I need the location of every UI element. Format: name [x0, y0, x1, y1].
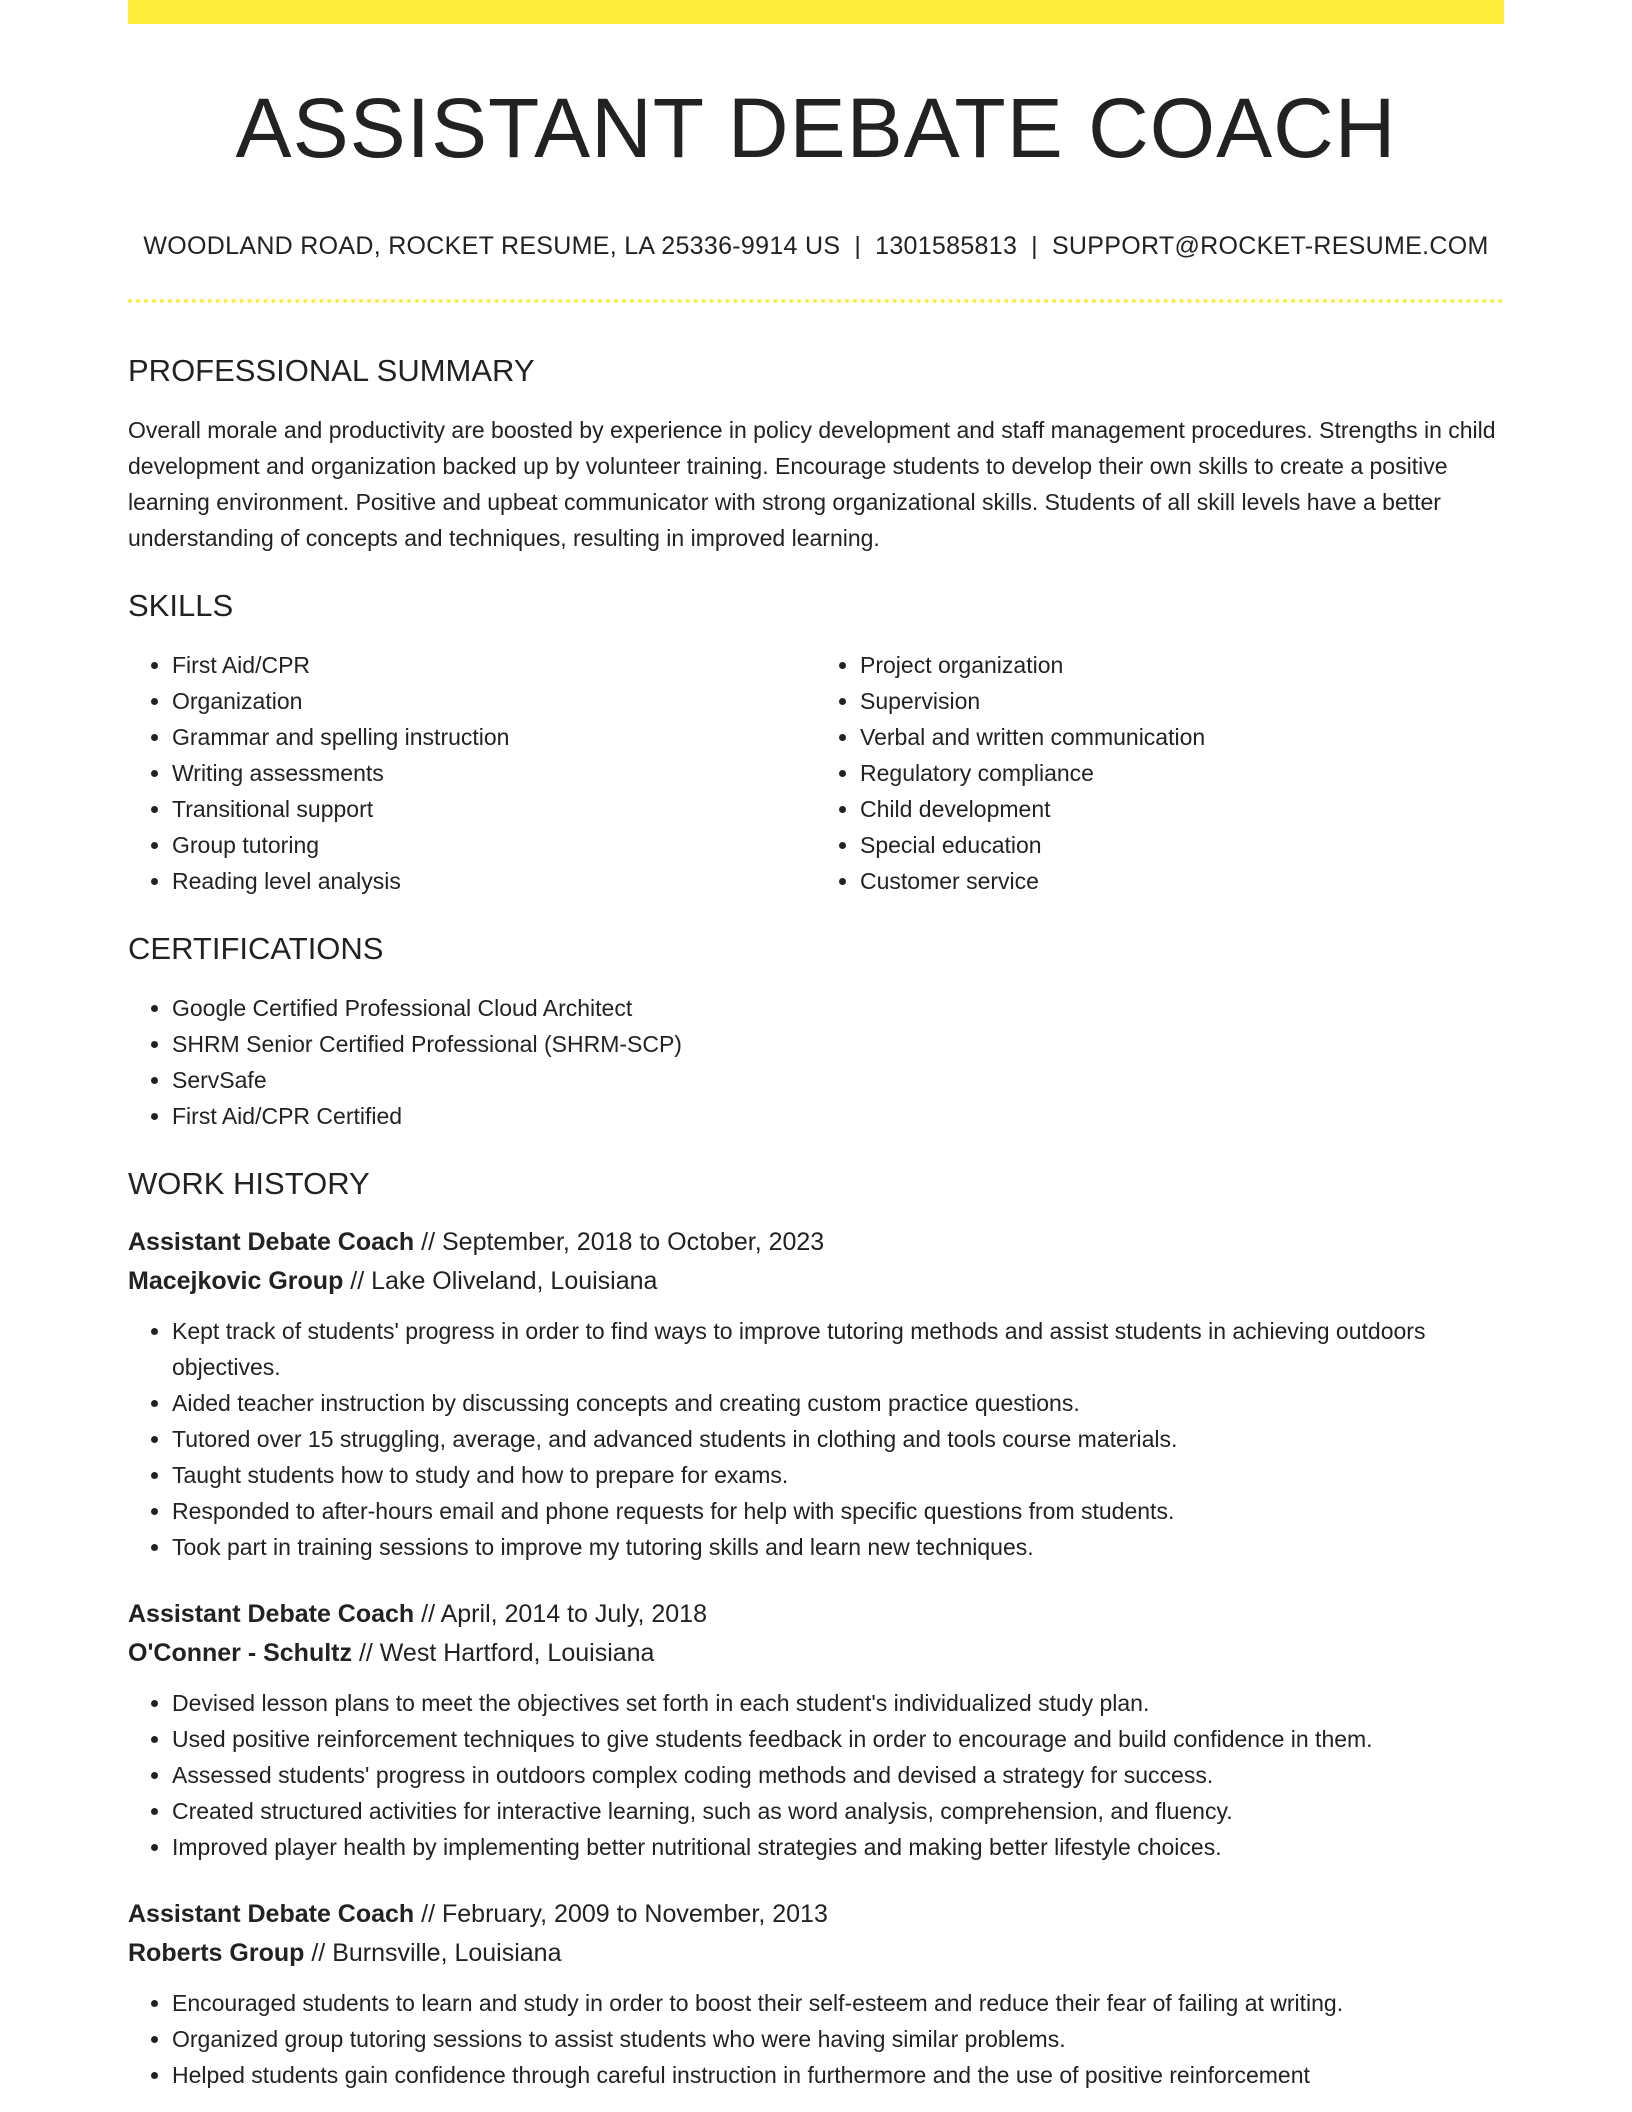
job-bullet: • Devised lesson plans to meet the objectives set forth in each student's individualized study plan.: [172, 1685, 1504, 1721]
job-bullet: • Organized group tutoring sessions to assist students who were having similar problems.: [172, 2021, 1504, 2057]
skill-item: • Special education: [860, 827, 1504, 863]
job-location: // Burnsville, Louisiana: [304, 1939, 562, 1967]
certification-item: • First Aid/CPR Certified: [172, 1098, 1504, 1134]
skills-columns: [128, 647, 1504, 899]
skill-item: • Writing assessments: [172, 755, 816, 791]
job-bullet: • Tutored over 15 struggling, average, and advanced students in clothing and tools course materials.: [172, 1421, 1504, 1457]
skill-item: • Verbal and written communication: [860, 719, 1504, 755]
job-title-line: [128, 1223, 1504, 1262]
contact-address: WOODLAND ROAD, ROCKET RESUME, LA 25336-9914 US: [143, 232, 841, 260]
job-bullet: • Helped students gain confidence through careful instruction in furthermore and the use of positive reinforcement: [172, 2057, 1504, 2093]
certifications-list: [128, 990, 1504, 1134]
skill-item: • Supervision: [860, 683, 1504, 719]
resume-page: [128, 0, 1504, 2093]
job-bullet-list: [128, 1685, 1504, 1865]
job-bullet: • Took part in training sessions to improve my tutoring skills and learn new techniques.: [172, 1529, 1504, 1565]
job-company: Macejkovic Group: [128, 1267, 344, 1295]
skill-item: • Group tutoring: [172, 827, 816, 863]
job-dates: // April, 2014 to July, 2018: [414, 1600, 707, 1628]
job-role: Assistant Debate Coach: [128, 1228, 415, 1256]
job-company-line: [128, 1634, 1504, 1673]
job-bullet: • Taught students how to study and how to prepare for exams.: [172, 1457, 1504, 1493]
job-bullet: • Encouraged students to learn and study in order to boost their self-esteem and reduce their fear of failing at writing.: [172, 1985, 1504, 2021]
skill-item: • Project organization: [860, 647, 1504, 683]
certification-item: • SHRM Senior Certified Professional (SHRM-SCP): [172, 1026, 1504, 1062]
job-role: Assistant Debate Coach: [128, 1600, 415, 1628]
contact-separator: |: [854, 232, 862, 260]
skills-heading: SKILLS: [128, 588, 234, 623]
job-title-line: [128, 1895, 1504, 1934]
dotted-divider: [128, 299, 1504, 303]
contact-phone: 1301585813: [875, 232, 1018, 260]
certification-item: • ServSafe: [172, 1062, 1504, 1098]
job-dates: // September, 2018 to October, 2023: [414, 1228, 825, 1256]
job-company: Roberts Group: [128, 1939, 305, 1967]
job-bullet: • Created structured activities for interactive learning, such as word analysis, comprehension, and fluency.: [172, 1793, 1504, 1829]
job-bullet: • Assessed students' progress in outdoors complex coding methods and devised a strategy for success.: [172, 1757, 1504, 1793]
contact-line: [128, 234, 1504, 259]
job-location: // West Hartford, Louisiana: [352, 1639, 655, 1667]
job-company: O'Conner - Schultz: [128, 1639, 352, 1667]
job-title-line: [128, 1595, 1504, 1634]
skill-item: • Reading level analysis: [172, 863, 816, 899]
job-bullet: • Kept track of students' progress in order to find ways to improve tutoring methods and assist students in achieving outdoors objectives.: [172, 1313, 1504, 1385]
accent-top-bar: [128, 0, 1504, 24]
skill-item: • Grammar and spelling instruction: [172, 719, 816, 755]
summary-text: Overall morale and productivity are boosted by experience in policy development and staff management procedures. Strengths in child development and organization backed up by volunteer training. Encourage students to develop their own skills to create a positive learning environment. Positive and upbeat communicator with strong organizational skills. Students of all skill levels have a better understanding of concepts and techniques, resulting in improved learning.: [128, 417, 1496, 551]
skill-item: • Child development: [860, 791, 1504, 827]
contact-separator: |: [1031, 232, 1038, 260]
skills-list-right: [816, 647, 1504, 899]
job-bullet: • Aided teacher instruction by discussing concepts and creating custom practice questions.: [172, 1385, 1504, 1421]
job-bullet-list: [128, 1313, 1504, 1565]
job-bullet-list: [128, 1985, 1504, 2093]
job-bullet: • Responded to after-hours email and phone requests for help with specific questions from students.: [172, 1493, 1504, 1529]
job-role: Assistant Debate Coach: [128, 1900, 415, 1928]
skill-item: • Transitional support: [172, 791, 816, 827]
skill-item: • Customer service: [860, 863, 1504, 899]
skill-item: • Regulatory compliance: [860, 755, 1504, 791]
contact-email: SUPPORT@ROCKET-RESUME.COM: [1051, 232, 1489, 260]
job-bullet: • Improved player health by implementing better nutritional strategies and making better lifestyle choices.: [172, 1829, 1504, 1865]
certification-item: • Google Certified Professional Cloud Architect: [172, 990, 1504, 1026]
skill-item: • Organization: [172, 683, 816, 719]
job-company-line: [128, 1934, 1504, 1973]
resume-name: ASSISTANT DEBATE COACH: [235, 81, 1397, 175]
job-dates: // February, 2009 to November, 2013: [414, 1900, 828, 1928]
work-history-heading: WORK HISTORY: [128, 1166, 370, 1201]
job-company-line: [128, 1262, 1504, 1301]
job-location: // Lake Oliveland, Louisiana: [343, 1267, 658, 1295]
skills-list-left: [128, 647, 816, 899]
summary-heading: PROFESSIONAL SUMMARY: [128, 353, 535, 388]
certifications-heading: CERTIFICATIONS: [128, 931, 384, 966]
job-bullet: • Used positive reinforcement techniques to give students feedback in order to encourage and build confidence in them.: [172, 1721, 1504, 1757]
skill-item: • First Aid/CPR: [172, 647, 816, 683]
